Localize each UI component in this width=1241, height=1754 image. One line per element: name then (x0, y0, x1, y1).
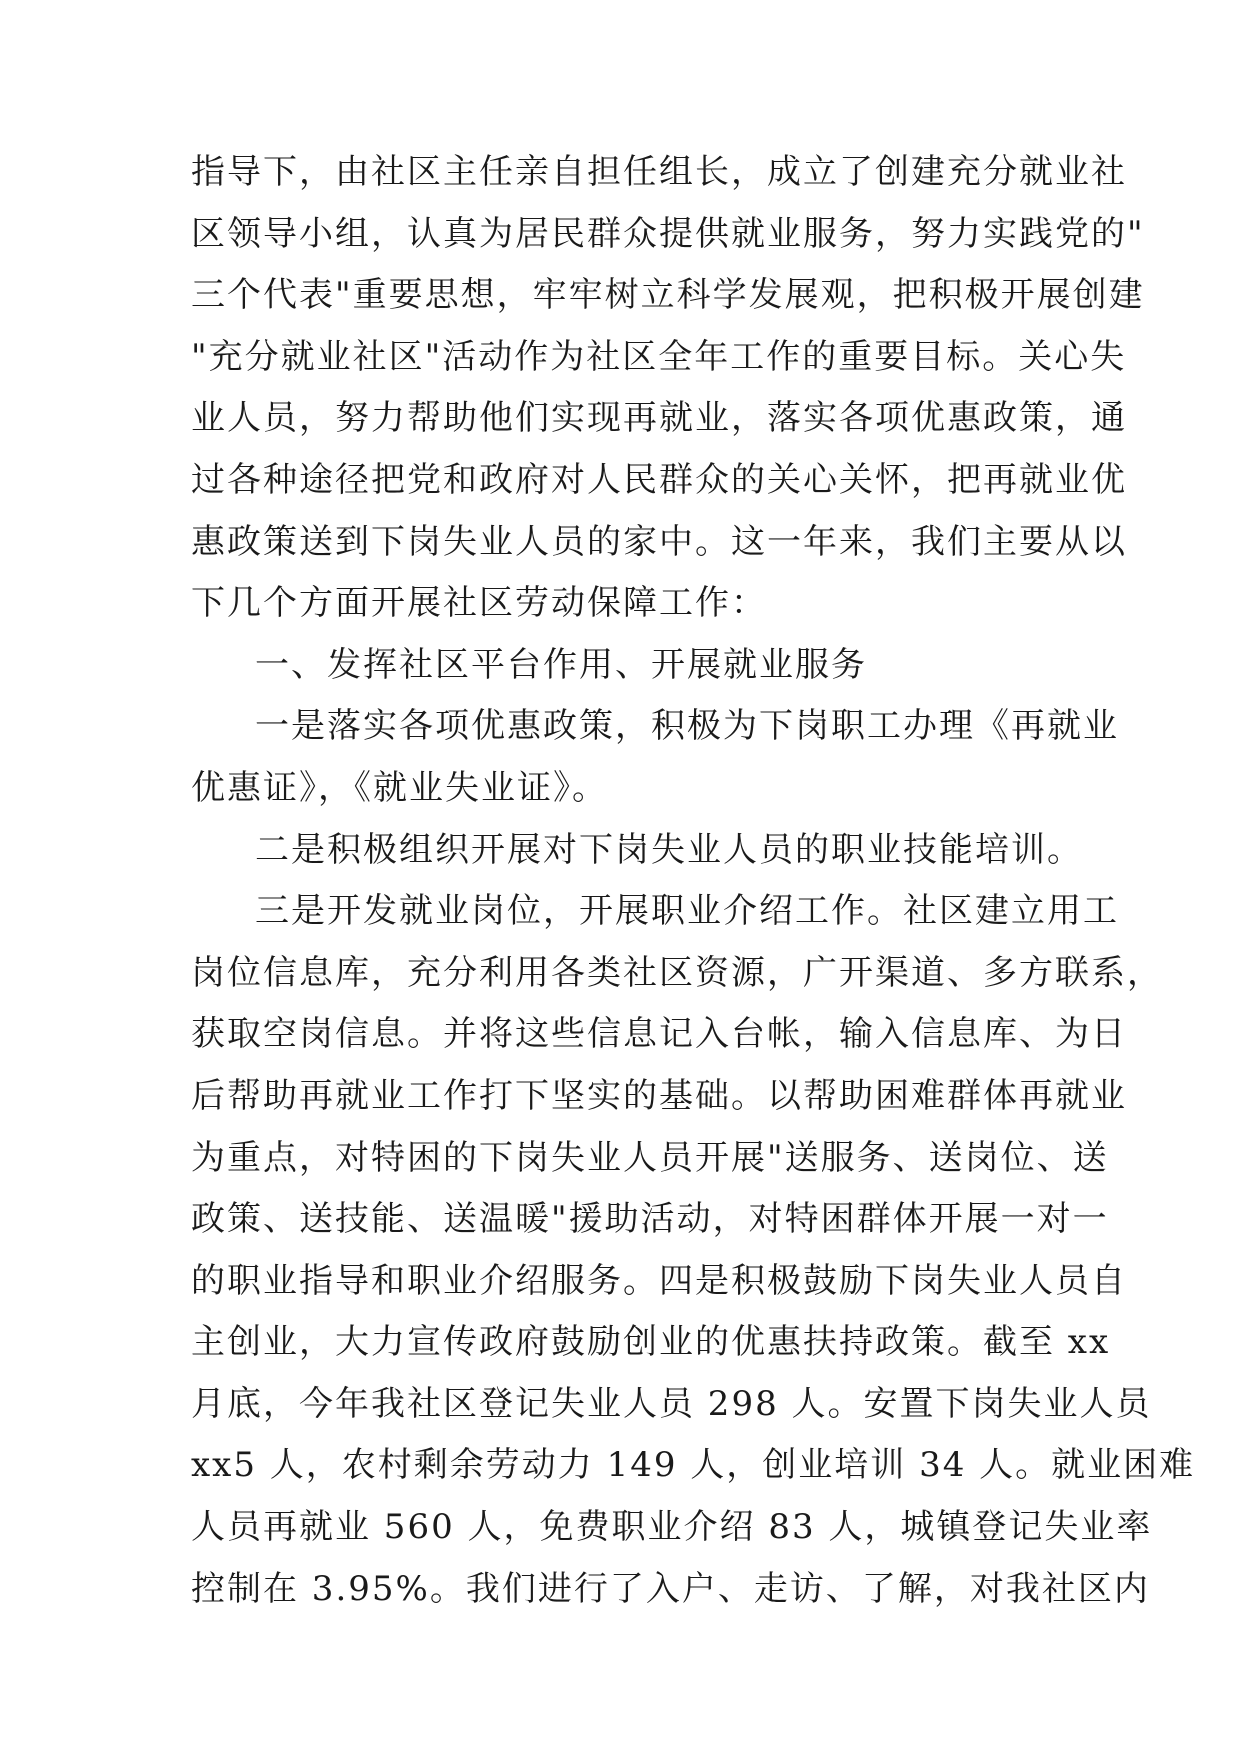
text-line: 获取空岗信息。并将这些信息记入台帐，输入信息库、为日 (191, 1014, 1127, 1055)
text-line: 优惠证》，《就业失业证》。 (191, 767, 608, 808)
section-heading: 一、发挥社区平台作用、开展就业服务 (255, 644, 867, 685)
text-line: 的职业指导和职业介绍服务。四是积极鼓励下岗失业人员自 (191, 1260, 1127, 1301)
body-text (191, 142, 1196, 1620)
text-line: xx5 人，农村剩余劳动力 149 人，创业培训 34 人。就业困难 (191, 1445, 1196, 1486)
text-line: 下几个方面开展社区劳动保障工作： (191, 583, 767, 624)
text-line: 岗位信息库，充分利用各类社区资源，广开渠道、多方联系， (191, 952, 1163, 993)
text-line: 三是开发就业岗位，开展职业介绍工作。社区建立用工 (255, 891, 1119, 932)
text-line: 主创业，大力宣传政府鼓励创业的优惠扶持政策。截至 xx (191, 1322, 1111, 1363)
text-line: 业人员，努力帮助他们实现再就业，落实各项优惠政策，通 (191, 398, 1127, 439)
text-line: 为重点，对特困的下岗失业人员开展"送服务、送岗位、送 (191, 1137, 1109, 1178)
text-line: 控制在 3.95%。我们进行了入户、走访、了解，对我社区内 (191, 1568, 1150, 1609)
text-line: 政策、送技能、送温暖"援助活动，对特困群体开展一对一 (191, 1199, 1109, 1240)
text-line: 惠政策送到下岗失业人员的家中。这一年来，我们主要从以 (191, 521, 1127, 562)
text-line: 二是积极组织开展对下岗失业人员的职业技能培训。 (255, 829, 1083, 870)
text-line: 区领导小组，认真为居民群众提供就业服务，努力实践党的" (191, 213, 1145, 254)
text-line: 三个代表"重要思想，牢牢树立科学发展观，把积极开展创建 (191, 275, 1145, 316)
text-line: 一是落实各项优惠政策，积极为下岗职工办理《再就业 (255, 706, 1119, 747)
text-line: 人员再就业 560 人，免费职业介绍 83 人，城镇登记失业率 (191, 1507, 1153, 1548)
text-line: 过各种途径把党和政府对人民群众的关心关怀，把再就业优 (191, 459, 1127, 500)
text-line: 后帮助再就业工作打下坚实的基础。以帮助困难群体再就业 (191, 1075, 1127, 1116)
text-line: 指导下，由社区主任亲自担任组长，成立了创建充分就业社 (191, 152, 1127, 192)
text-line: "充分就业社区"活动作为社区全年工作的重要目标。关心失 (191, 336, 1127, 377)
text-line: 月底，今年我社区登记失业人员 298 人。安置下岗失业人员 (191, 1383, 1152, 1424)
